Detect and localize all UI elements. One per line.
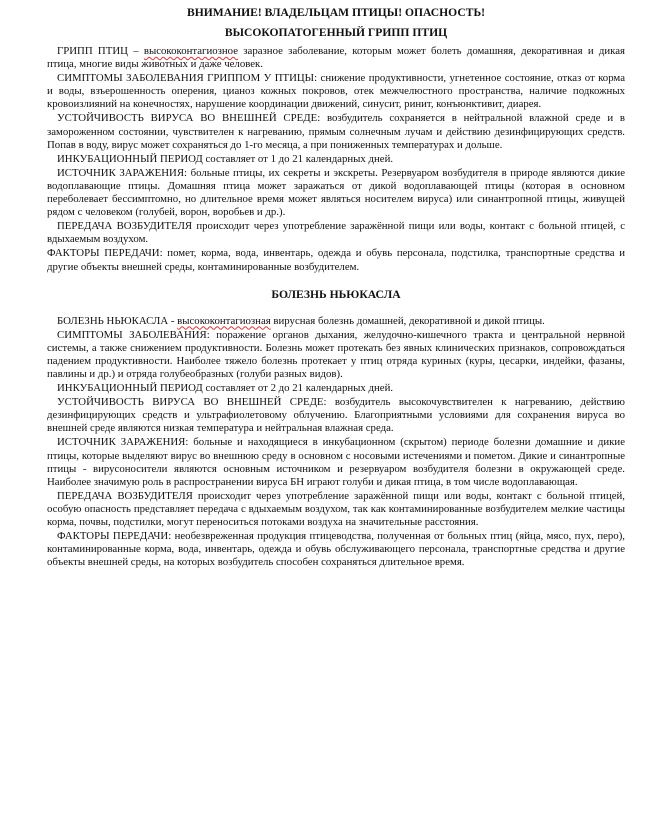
paragraph-flu-resistance: УСТОЙЧИВОСТЬ ВИРУСА ВО ВНЕШНЕЙ СРЕДЕ: возбудитель сохраняется в нейтральной влажной среде и в замороженном состоянии, чувствителен к нагреванию, прямым солнечным лучам и действию дезинфицирующих средств. Попав в воду, вирус может сохраняться до 1-го месяца, а при пониженных температурах и дольше. [47,112,625,151]
newcastle-definition-lead: БОЛЕЗНЬ НЬЮКАСЛА - [57,314,178,327]
paragraph-flu-source: ИСТОЧНИК ЗАРАЖЕНИЯ: больные птицы, их секреты и экскреты. Резервуаром возбудителя в природе являются дикие водоплавающие птицы. Домашняя птица может заражаться от дикой водоплавающей птицы (которая в основном переболевает бессимптомно, но длительное время может являться носителем вируса) или синантропной птицы, живущей рядом с человеком (голубей, ворон, воробьев и др.). [47,166,625,219]
spellcheck-word: высококонтагиозное [143,45,238,57]
paragraph-flu-factors: ФАКТОРЫ ПЕРЕДАЧИ: помет, корма, вода, инвентарь, одежда и обувь персонала, подстилка, транспортные средства и другие объекты внешней среды, контаминированные возбудителем. [47,247,625,273]
section-title-newcastle: БОЛЕЗНЬ НЬЮКАСЛА [271,287,401,301]
paragraph-flu-incubation: ИНКУБАЦИОННЫЙ ПЕРИОД составляет от 1 до 21 календарных дней. [57,152,394,165]
paragraph-newcastle-symptoms: СИМПТОМЫ ЗАБОЛЕВАНИЯ: поражение органов дыхания, желудочно-кишечного тракта и центральной нервной системы, а также снижением продуктивности. Болезнь может протекать без явных клинических признаков, сопровождаться падением продуктивности. Наиболее тяжело болезнь протекает у птиц отряда куриных (куры, цесарки, индейки, фазаны, павлины и др.) и отряда голубеобразных (голуби разных видов). [47,328,625,380]
paragraph-newcastle-transmission: ПЕРЕДАЧА ВОЗБУДИТЕЛЯ происходит через употребление заражённой пищи или воды, контакт с больной птицей, особую опасность представляет передача с вдыхаемым воздухом, так как контаминированные возбудителем мелкие частицы корма, почвы, подстилки, могут переноситься потоками воздуха на значительные расстояния. [47,489,625,528]
paragraph-newcastle-resistance: УСТОЙЧИВОСТЬ ВИРУСА ВО ВНЕШНЕЙ СРЕДЕ: возбудитель высокочувствителен к нагреванию, действию дезинфицирующих средств и ультрафиолетовому облучению. Благоприятными условиями для сохранения вируса во внешней среде являются низкая температура и нейтральная влажная среда. [47,396,625,435]
paragraph-newcastle-source: ИСТОЧНИК ЗАРАЖЕНИЯ: больные и находящиеся в инкубационном (скрытом) периоде болезни домашние и дикие птицы, которые выделяют вирус во внешнюю среду в основном с носовыми истечениями и пометом. Дикие и синантропные птицы - вирусоносители являются основным источником и резервуаром возбудителя болезни в окружающей среде. Наиболее значимую роль в распространении вируса БН играют голуби и дикая птица, в том числе водоплавающая. [47,436,625,488]
paragraph-newcastle-definition [47,315,625,328]
paragraph-newcastle-factors: ФАКТОРЫ ПЕРЕДАЧИ: необезвреженная продукция птицеводства, полученная от больных птиц (яйца, мясо, пух, перо), контаминированные корма, вода, инвентарь, одежда и обувь обслуживающего персонала, транспортные средства и другие объекты внешней среды, на которых возбудитель способен сохраняться длительное время. [47,530,625,569]
page-title: ВНИМАНИЕ! ВЛАДЕЛЬЦАМ ПТИЦЫ! ОПАСНОСТЬ! [187,6,485,19]
paragraph-flu-transmission: ПЕРЕДАЧА ВОЗБУДИТЕЛЯ происходит через употребление заражённой пищи или воды, контакт с больной птицей, с вдыхаемым воздухом. [47,220,625,246]
newcastle-definition-rest: вирусная болезнь домашней, декоративной и дикой птицы. [270,314,545,327]
section-title-avian-flu: ВЫСОКОПАТОГЕННЫЙ ГРИПП ПТИЦ [224,26,448,39]
paragraph-flu-symptoms: СИМПТОМЫ ЗАБОЛЕВАНИЯ ГРИППОМ У ПТИЦЫ: снижение продуктивности, угнетенное состояние, отказ от корма и воды, взъерошенность оперения, цианоз кожных покровов, отек межчелюстного пространства, наличие подкожных кровоизлияний на конечностях, нарушение координации движений, синусит, ринит, конъюнктивит, диарея. [47,72,625,111]
flu-definition-lead: ГРИПП ПТИЦ – [57,45,144,57]
flu-definition-rest: заразное заболевание, которым может болеть домашняя, декоративная и дикая птица, многие виды животных и даже человек. [47,45,625,71]
paragraph-newcastle-incubation: ИНКУБАЦИОННЫЙ ПЕРИОД составляет от 2 до 21 календарных дней. [57,382,394,395]
paragraph-flu-definition [47,45,625,71]
spellcheck-word: высококонтагиозная [177,314,271,327]
